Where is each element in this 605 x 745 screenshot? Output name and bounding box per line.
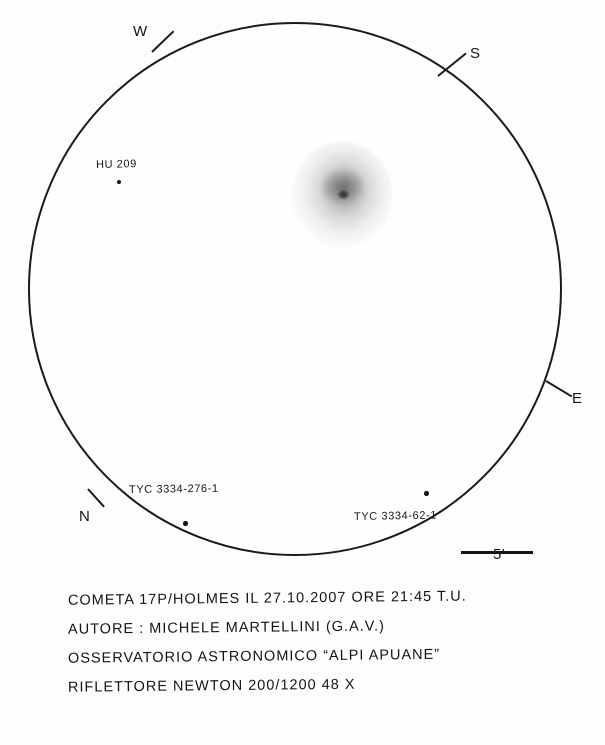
direction-label-s: S: [470, 45, 481, 62]
field-of-view-circle: [28, 22, 562, 556]
direction-label-w: W: [133, 23, 148, 40]
direction-tick-e: [545, 380, 572, 397]
scale-bar-label: 5': [493, 546, 506, 563]
caption-line-observatory: OSSERVATORIO ASTRONOMICO “ALPI APUANE”: [67, 646, 441, 667]
direction-tick-w: [151, 30, 174, 52]
caption-block: [68, 590, 588, 706]
star-label-tyc-3334-276-1: TYC 3334-276-1: [128, 482, 219, 496]
direction-label-e: E: [572, 390, 583, 407]
comet-nucleus: [338, 190, 349, 199]
comet-17p-holmes: [292, 142, 392, 247]
direction-tick-n: [87, 488, 105, 507]
caption-line-author: AUTORE : MICHELE MARTELLINI (G.A.V.): [67, 618, 386, 638]
caption-line-object: COMETA 17P/HOLMES IL 27.10.2007 ORE 21:45 T.U.: [67, 588, 467, 609]
star-label-tyc-3334-62-1: TYC 3334-62-1: [353, 509, 438, 523]
caption-line-instrument: RIFLETTORE NEWTON 200/1200 48 X: [67, 676, 356, 696]
star-label-hu209: HU 209: [95, 158, 138, 171]
star-point-tyc-3334-276-1: [183, 521, 188, 526]
direction-label-n: N: [79, 508, 90, 525]
star-point-tyc-3334-62-1: [424, 491, 429, 496]
